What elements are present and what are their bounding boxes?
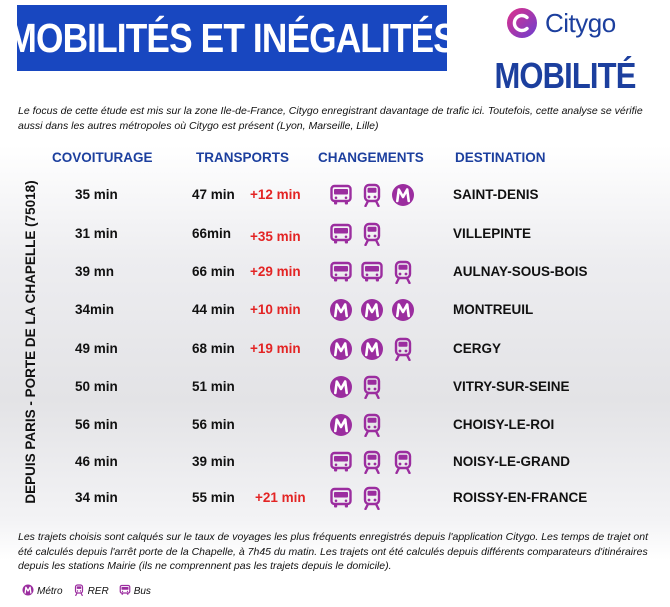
- bus-icon: [328, 485, 354, 511]
- destination-name: AULNAY-SOUS-BOIS: [453, 264, 588, 279]
- legend-label-metro: Métro: [37, 586, 63, 597]
- section-subtitle: MOBILITÉ: [494, 55, 636, 96]
- time-difference: +12 min: [250, 187, 301, 202]
- bus-icon: [328, 449, 354, 475]
- origin-label: DEPUIS PARIS - PORTE DE LA CHAPELLE (75018): [23, 180, 38, 504]
- metro-icon: [22, 584, 34, 599]
- carpool-time: 34 min: [75, 490, 118, 505]
- destination-name: ROISSY-EN-FRANCE: [453, 490, 588, 505]
- time-difference: +10 min: [250, 302, 301, 317]
- legend-label-rer: RER: [87, 586, 109, 597]
- methodology-note: Les trajets choisis sont calqués sur le taux de voyages les plus fréquents enregistrés depuis l'application Citygo. Les temps de trajet ont été calculés depuis l'arrêt porte de la Chapelle, à 7h45 du matin. Les trajets ont été calculés depuis différents comparateurs d'itinéraires depuis les stations Mairie (ils ne comprennent pas les trajets depuis le domicile).: [18, 531, 649, 572]
- metro-icon: [328, 412, 354, 438]
- table-row: [0, 372, 670, 402]
- carpool-time: 56 min: [75, 417, 118, 432]
- rer-train-icon: [359, 374, 385, 400]
- legend-item-bus: [119, 584, 151, 599]
- column-header-destination: DESTINATION: [455, 150, 546, 165]
- changes-icons: [328, 485, 390, 511]
- metro-icon: [359, 297, 385, 323]
- changes-icons: [328, 412, 390, 438]
- table-row: [0, 219, 670, 249]
- destination-name: CHOISY-LE-ROI: [453, 417, 555, 432]
- bus-icon: [328, 259, 354, 285]
- carpool-time: 39 mn: [75, 264, 115, 279]
- metro-icon: [390, 182, 416, 208]
- destination-name: VITRY-SUR-SEINE: [453, 379, 570, 394]
- transit-time: 56 min: [192, 417, 235, 432]
- legend: [22, 584, 161, 599]
- bus-icon: [359, 259, 385, 285]
- table-row: [0, 295, 670, 325]
- intro-text: Le focus de cette étude est mis sur la zone Ile-de-France, Citygo enregistrant davantage de trafic ici. Toutefois, cette analyse se vérifie aussi dans les autres métropoles où Citygo est présent (Lyon, Marseille, Lille): [18, 105, 643, 132]
- bus-icon: [119, 584, 131, 599]
- changes-icons: [328, 221, 390, 247]
- table-row: [0, 334, 670, 364]
- table-row: [0, 483, 670, 513]
- table-row: [0, 410, 670, 440]
- page-title: MOBILITÉS ET INÉGALITÉS: [7, 14, 457, 61]
- metro-icon: [390, 297, 416, 323]
- changes-icons: [328, 449, 421, 475]
- rer-train-icon: [390, 259, 416, 285]
- transit-time: 44 min: [192, 302, 235, 317]
- table-row: [0, 447, 670, 477]
- destination-name: SAINT-DENIS: [453, 187, 539, 202]
- carpool-time: 35 min: [75, 187, 118, 202]
- brand-name: Citygo: [545, 7, 616, 38]
- rer-train-icon: [359, 449, 385, 475]
- transit-time: 55 min: [192, 490, 235, 505]
- carpool-time: 49 min: [75, 341, 118, 356]
- carpool-time: 46 min: [75, 454, 118, 469]
- transit-time: 66min: [192, 226, 232, 241]
- time-difference: +19 min: [250, 341, 301, 356]
- rer-train-icon: [390, 449, 416, 475]
- destination-name: MONTREUIL: [453, 302, 534, 317]
- bus-icon: [328, 182, 354, 208]
- title-banner: [7, 5, 457, 71]
- transit-time: 51 min: [192, 379, 235, 394]
- column-header-changements: CHANGEMENTS: [318, 150, 424, 165]
- destination-name: NOISY-LE-GRAND: [453, 454, 571, 469]
- metro-icon: [328, 336, 354, 362]
- table-row: [0, 257, 670, 287]
- rer-train-icon: [390, 336, 416, 362]
- carpool-time: 34min: [75, 302, 115, 317]
- changes-icons: [328, 374, 390, 400]
- legend-item-rer: [73, 584, 109, 599]
- changes-icons: [328, 182, 421, 208]
- transit-time: 66 min: [192, 264, 235, 279]
- rer-train-icon: [359, 221, 385, 247]
- carpool-time: 31 min: [75, 226, 118, 241]
- transit-time: 39 min: [192, 454, 235, 469]
- time-difference: +21 min: [255, 490, 306, 505]
- metro-icon: [328, 297, 354, 323]
- citygo-logo: [505, 5, 616, 41]
- rer-train-icon: [359, 485, 385, 511]
- destination-name: VILLEPINTE: [453, 226, 532, 241]
- metro-icon: [328, 374, 354, 400]
- citygo-logo-icon: [505, 6, 539, 40]
- time-difference: +35 min: [250, 229, 301, 244]
- time-difference: +29 min: [250, 264, 301, 279]
- legend-item-metro: [22, 584, 63, 599]
- transit-time: 47 min: [192, 187, 235, 202]
- column-header-transports: TRANSPORTS: [196, 150, 290, 165]
- table-row: [0, 180, 670, 210]
- rer-train-icon: [359, 182, 385, 208]
- changes-icons: [328, 336, 421, 362]
- rer-train-icon: [359, 412, 385, 438]
- carpool-time: 50 min: [75, 379, 118, 394]
- changes-icons: [328, 297, 421, 323]
- destination-name: CERGY: [453, 341, 502, 356]
- bus-icon: [328, 221, 354, 247]
- transit-time: 68 min: [192, 341, 235, 356]
- rer-train-icon: [73, 584, 85, 599]
- legend-label-bus: Bus: [133, 586, 151, 597]
- column-header-covoiturage: COVOITURAGE: [52, 150, 153, 165]
- metro-icon: [359, 336, 385, 362]
- changes-icons: [328, 259, 421, 285]
